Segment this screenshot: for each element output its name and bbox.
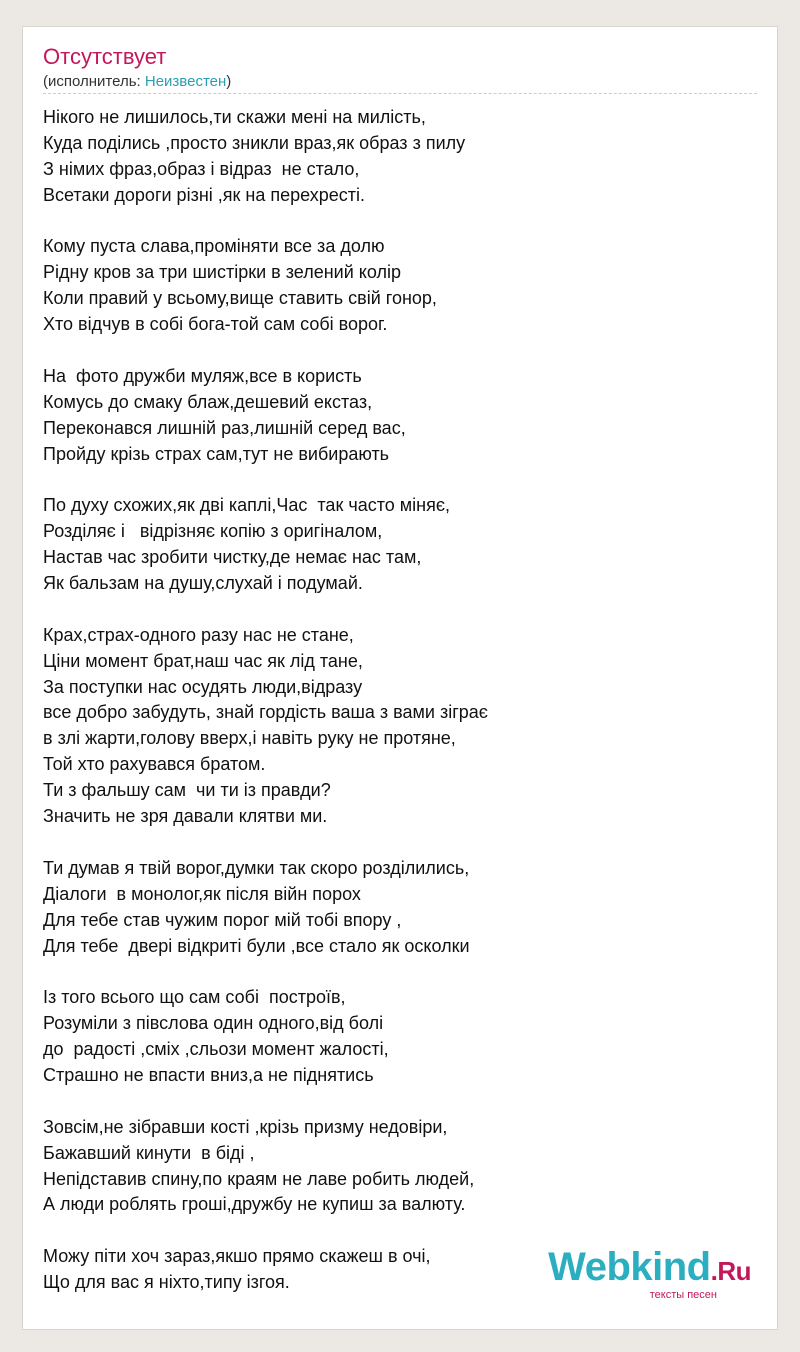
lyric-blank-line (43, 1089, 763, 1115)
lyric-line: Ти думав я твій ворог,думки так скоро розділились, (43, 857, 470, 878)
lyric-line: Непідставив спину,по краям не лаве робить людей, (43, 1168, 475, 1189)
lyric-line: Для тебе двері відкриті були ,все стало як осколки (43, 935, 470, 956)
lyric-line: Хто відчув в собі бога-той сам собі ворог. (43, 314, 388, 335)
lyric-line: Той хто рахувався братом. (43, 754, 266, 775)
lyric-line: до радості ,сміх ,сльози момент жалості, (43, 1039, 389, 1060)
artist-link[interactable]: Неизвестен (144, 73, 227, 90)
lyric-line: Бажавший кинути в біді , (43, 1142, 255, 1163)
lyric-line: Що для вас я ніхто,типу ізгоя. (43, 1272, 290, 1293)
lyrics-card (22, 26, 778, 1330)
lyric-line: Як бальзам на душу,слухай і подумай. (43, 573, 363, 594)
lyric-line: Із того всього що сам собі построїв, (43, 987, 346, 1008)
lyric-line: в злі жарти,голову вверх,і навіть руку не протяне, (43, 728, 456, 749)
lyric-blank-line (43, 467, 763, 493)
lyric-line: По духу схожих,як дві каплі,Час так часто міняє, (43, 495, 451, 516)
title-divider (43, 93, 757, 94)
site-logo[interactable] (548, 1247, 751, 1301)
lyric-line: Крах,страх-одного разу нас не стане, (43, 624, 354, 645)
lyric-line: Розуміли з півслова один одного,від болі (43, 1013, 384, 1034)
lyric-line: На фото дружби муляж,все в користь (43, 365, 362, 386)
lyric-line: Ціни момент брат,наш час як лід тане, (43, 650, 363, 671)
lyric-line: А люди роблять гроші,дружбу не купиш за валюту. (43, 1194, 466, 1215)
lyric-blank-line (43, 209, 763, 235)
lyric-line: Нікого не лишилось,ти скажи мені на милість, (43, 107, 426, 127)
lyric-line: З німих фраз,образ і відраз не стало, (43, 158, 360, 179)
lyric-blank-line (43, 959, 763, 985)
lyric-line: Рідну кров за три шистірки в зелений колір (43, 262, 401, 283)
lyric-line: Пройду крізь страх сам,тут не вибирають (43, 443, 390, 464)
lyric-line: Значить не зря давали клятви ми. (43, 806, 328, 827)
lyric-blank-line (43, 338, 763, 364)
lyric-line: Куда поділись ,просто зникли враз,як образ з пилу (43, 132, 466, 153)
song-title: Отсутствует (43, 44, 167, 69)
lyric-blank-line (43, 597, 763, 623)
lyric-line: Переконався лишній раз,лишній серед вас, (43, 417, 406, 438)
lyric-line: Можу піти хоч зараз,якшо прямо скажеш в очі, (43, 1246, 431, 1267)
lyric-line: Настав час зробити чистку,де немає нас там, (43, 547, 422, 568)
lyrics-text (43, 105, 763, 1296)
lyric-blank-line (43, 830, 763, 856)
lyric-line: Зовсім,не зібравши кості ,крізь призму недовіри, (43, 1116, 448, 1137)
lyric-line: Для тебе став чужим порог мій тобі впору , (43, 909, 402, 930)
artist-suffix: ) (226, 73, 232, 90)
lyric-line: Страшно не впасти вниз,а не піднятись (43, 1064, 374, 1085)
artist-line (43, 73, 231, 91)
lyric-blank-line (43, 1218, 763, 1244)
lyric-line: Діалоги в монолог,як після війн порох (43, 883, 361, 904)
lyric-line: За поступки нас осудять люди,відразу (43, 676, 363, 697)
logo-main-text: Webkind (548, 1245, 711, 1289)
logo-domain: .Ru (710, 1256, 751, 1286)
logo-tagline: тексты песен (649, 1289, 717, 1301)
lyric-line: все добро забудуть, знай гордість ваша з вами зіграє (43, 702, 488, 723)
lyric-line: Розділяє і відрізняє копію з оригіналом, (43, 521, 383, 542)
logo-wordmark (548, 1247, 751, 1291)
lyric-line: Коли правий у всьому,вище ставить свій гонор, (43, 288, 437, 309)
lyric-line: Кому пуста слава,проміняти все за долю (43, 236, 385, 257)
lyric-line: Всетаки дороги різні ,як на перехресті. (43, 184, 365, 205)
lyric-line: Ти з фальшу сам чи ти із правди? (43, 780, 331, 801)
lyric-line: Комусь до смаку блаж,дешевий екстаз, (43, 391, 373, 412)
artist-prefix: (исполнитель: (43, 73, 145, 90)
